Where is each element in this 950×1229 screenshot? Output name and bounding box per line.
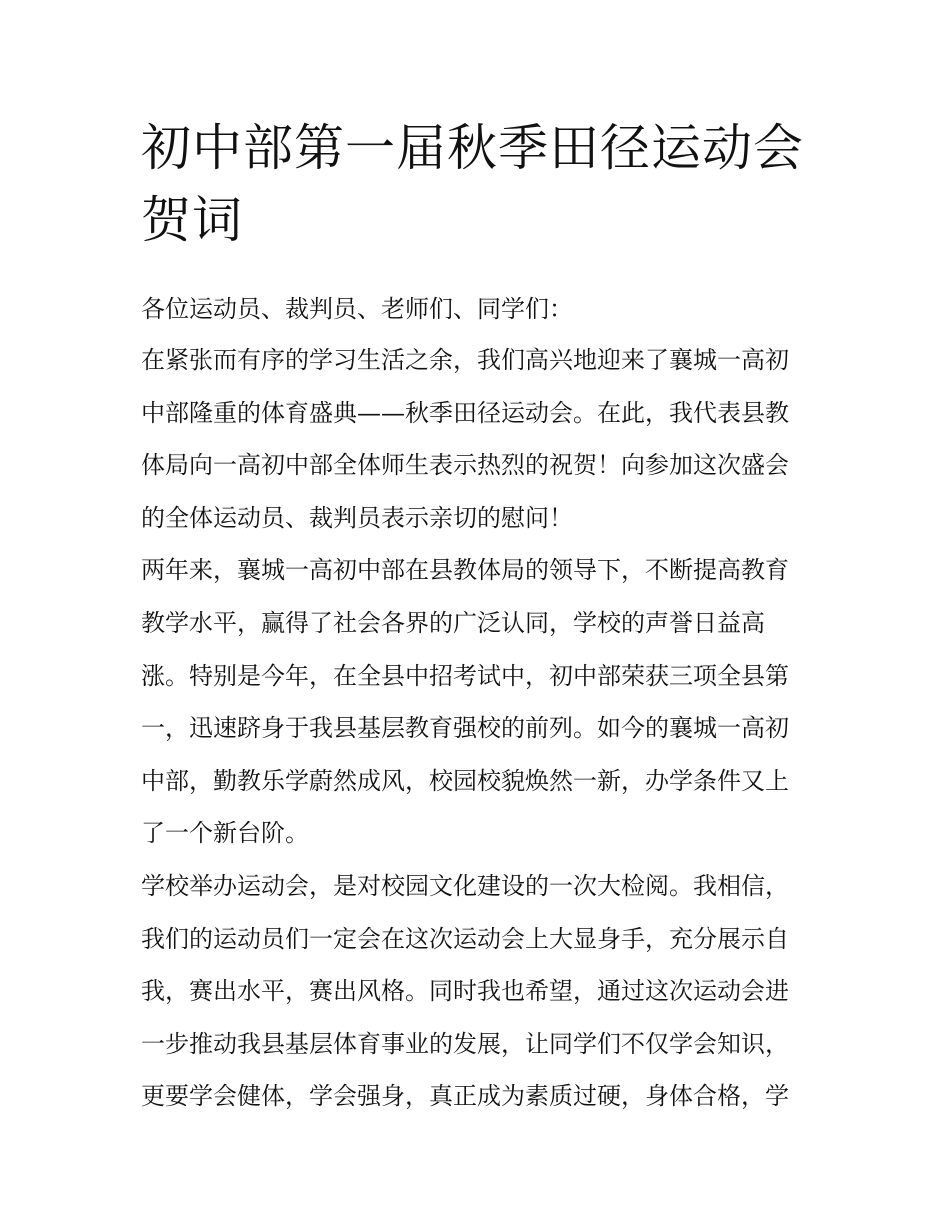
paragraph-2: 两年来，襄城一高初中部在县教体局的领导下，不断提高教育 教学水平，赢得了社会各界的广泛认同，学校的声誉日益高 涨。特别是今年，在全县中招考试中，初中部荣获三项全县第 一，迅速跻身于我县基层教育强校的前列。如今的襄城一高初 中部，勤教乐学蔚然成风，校园校貌焕然一新，办学条件又上 了一个新台阶。 bbox=[141, 556, 789, 848]
paragraph-3: 学校举办运动会，是对校园文化建设的一次大检阅。我相信， 我们的运动员们一定会在这次运动会上大显身手，充分展示自 我，赛出水平，赛出风格。同时我也希望，通过这次运动会进 一步推动我县基层体育事业的发展，让同学们不仅学会知识， 更要学会健体，学会强身，真正成为素质过硬，身体合格，学 bbox=[141, 871, 789, 1111]
paragraph-1: 在紧张而有序的学习生活之余，我们高兴地迎来了襄城一高初 中部隆重的体育盛典——秋季田径运动会。在此，我代表县教 体局向一高初中部全体师生表示热烈的祝贺！向参加这次盛会 的全体运动员、裁判员表示亲切的慰问！ bbox=[141, 346, 789, 532]
document-page bbox=[141, 112, 811, 1123]
document-title: 初中部第一届秋季田径运动会 贺词 bbox=[141, 119, 804, 249]
salutation: 各位运动员、裁判员、老师们、同学们： bbox=[141, 295, 573, 323]
